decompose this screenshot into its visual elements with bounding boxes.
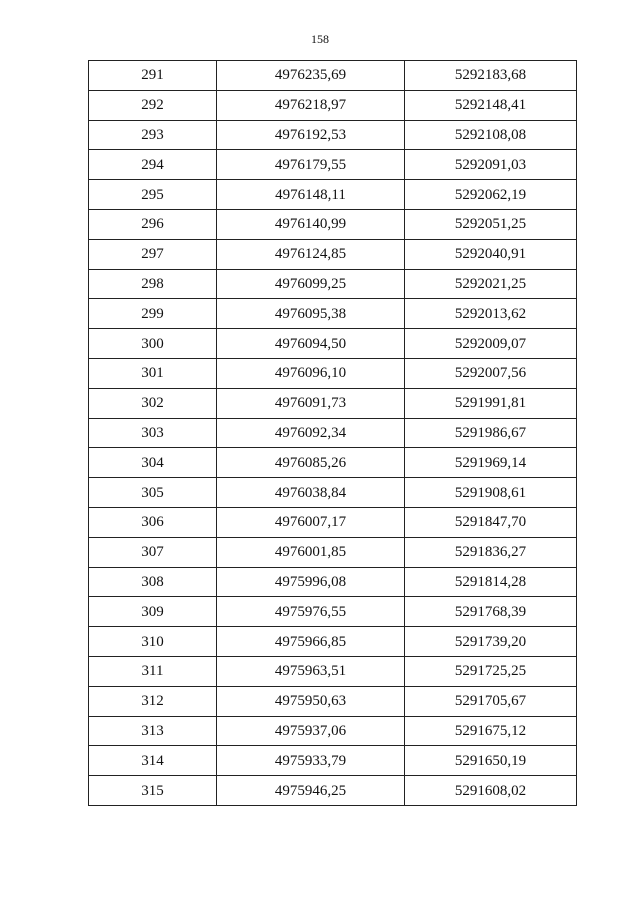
- y-coordinate-cell: 5292183,68: [405, 61, 577, 91]
- y-coordinate-cell: 5292051,25: [405, 209, 577, 239]
- x-coordinate-cell: 4976099,25: [217, 269, 405, 299]
- x-coordinate-cell: 4975950,63: [217, 686, 405, 716]
- x-coordinate-cell: 4976192,53: [217, 120, 405, 150]
- point-number-cell: 300: [89, 329, 217, 359]
- y-coordinate-cell: 5292062,19: [405, 180, 577, 210]
- x-coordinate-cell: 4975996,08: [217, 567, 405, 597]
- table-row: [89, 358, 577, 388]
- y-coordinate-cell: 5292007,56: [405, 358, 577, 388]
- x-coordinate-cell: 4976085,26: [217, 448, 405, 478]
- x-coordinate-cell: 4976092,34: [217, 418, 405, 448]
- y-coordinate-cell: 5291768,39: [405, 597, 577, 627]
- point-number-cell: 309: [89, 597, 217, 627]
- point-number-cell: 311: [89, 656, 217, 686]
- point-number-cell: 298: [89, 269, 217, 299]
- table-row: [89, 120, 577, 150]
- y-coordinate-cell: 5291725,25: [405, 656, 577, 686]
- point-number-cell: 315: [89, 776, 217, 806]
- table-row: [89, 299, 577, 329]
- y-coordinate-cell: 5291986,67: [405, 418, 577, 448]
- table-row: [89, 209, 577, 239]
- y-coordinate-cell: 5291608,02: [405, 776, 577, 806]
- x-coordinate-cell: 4976095,38: [217, 299, 405, 329]
- y-coordinate-cell: 5292108,08: [405, 120, 577, 150]
- y-coordinate-cell: 5291814,28: [405, 567, 577, 597]
- y-coordinate-cell: 5291739,20: [405, 627, 577, 657]
- x-coordinate-cell: 4976124,85: [217, 239, 405, 269]
- x-coordinate-cell: 4976140,99: [217, 209, 405, 239]
- point-number-cell: 292: [89, 90, 217, 120]
- coordinates-table-body: [89, 61, 577, 806]
- x-coordinate-cell: 4975933,79: [217, 746, 405, 776]
- x-coordinate-cell: 4976001,85: [217, 537, 405, 567]
- table-row: [89, 478, 577, 508]
- table-row: [89, 716, 577, 746]
- table-row: [89, 686, 577, 716]
- point-number-cell: 307: [89, 537, 217, 567]
- table-row: [89, 239, 577, 269]
- y-coordinate-cell: 5291991,81: [405, 388, 577, 418]
- y-coordinate-cell: 5291675,12: [405, 716, 577, 746]
- point-number-cell: 304: [89, 448, 217, 478]
- x-coordinate-cell: 4976007,17: [217, 507, 405, 537]
- table-row: [89, 746, 577, 776]
- x-coordinate-cell: 4976091,73: [217, 388, 405, 418]
- y-coordinate-cell: 5292040,91: [405, 239, 577, 269]
- table-row: [89, 507, 577, 537]
- y-coordinate-cell: 5291836,27: [405, 537, 577, 567]
- table-row: [89, 448, 577, 478]
- x-coordinate-cell: 4975966,85: [217, 627, 405, 657]
- point-number-cell: 295: [89, 180, 217, 210]
- x-coordinate-cell: 4975963,51: [217, 656, 405, 686]
- table-row: [89, 61, 577, 91]
- y-coordinate-cell: 5291705,67: [405, 686, 577, 716]
- point-number-cell: 305: [89, 478, 217, 508]
- x-coordinate-cell: 4976038,84: [217, 478, 405, 508]
- table-row: [89, 776, 577, 806]
- point-number-cell: 303: [89, 418, 217, 448]
- point-number-cell: 296: [89, 209, 217, 239]
- y-coordinate-cell: 5291847,70: [405, 507, 577, 537]
- x-coordinate-cell: 4976094,50: [217, 329, 405, 359]
- table-row: [89, 418, 577, 448]
- x-coordinate-cell: 4975976,55: [217, 597, 405, 627]
- x-coordinate-cell: 4975937,06: [217, 716, 405, 746]
- x-coordinate-cell: 4976179,55: [217, 150, 405, 180]
- point-number-cell: 314: [89, 746, 217, 776]
- table-row: [89, 388, 577, 418]
- point-number-cell: 299: [89, 299, 217, 329]
- point-number-cell: 301: [89, 358, 217, 388]
- y-coordinate-cell: 5291969,14: [405, 448, 577, 478]
- y-coordinate-cell: 5291650,19: [405, 746, 577, 776]
- x-coordinate-cell: 4975946,25: [217, 776, 405, 806]
- y-coordinate-cell: 5292148,41: [405, 90, 577, 120]
- point-number-cell: 306: [89, 507, 217, 537]
- point-number-cell: 310: [89, 627, 217, 657]
- table-row: [89, 597, 577, 627]
- point-number-cell: 291: [89, 61, 217, 91]
- point-number-cell: 302: [89, 388, 217, 418]
- point-number-cell: 308: [89, 567, 217, 597]
- table-row: [89, 656, 577, 686]
- page-number: 158: [311, 32, 329, 46]
- x-coordinate-cell: 4976235,69: [217, 61, 405, 91]
- x-coordinate-cell: 4976218,97: [217, 90, 405, 120]
- table-row: [89, 627, 577, 657]
- y-coordinate-cell: 5292009,07: [405, 329, 577, 359]
- table-row: [89, 329, 577, 359]
- y-coordinate-cell: 5292021,25: [405, 269, 577, 299]
- y-coordinate-cell: 5292091,03: [405, 150, 577, 180]
- point-number-cell: 297: [89, 239, 217, 269]
- table-row: [89, 90, 577, 120]
- coordinates-table: [88, 60, 577, 806]
- point-number-cell: 294: [89, 150, 217, 180]
- table-row: [89, 269, 577, 299]
- y-coordinate-cell: 5291908,61: [405, 478, 577, 508]
- table-row: [89, 180, 577, 210]
- y-coordinate-cell: 5292013,62: [405, 299, 577, 329]
- table-row: [89, 537, 577, 567]
- x-coordinate-cell: 4976148,11: [217, 180, 405, 210]
- point-number-cell: 313: [89, 716, 217, 746]
- point-number-cell: 312: [89, 686, 217, 716]
- x-coordinate-cell: 4976096,10: [217, 358, 405, 388]
- table-row: [89, 150, 577, 180]
- point-number-cell: 293: [89, 120, 217, 150]
- table-row: [89, 567, 577, 597]
